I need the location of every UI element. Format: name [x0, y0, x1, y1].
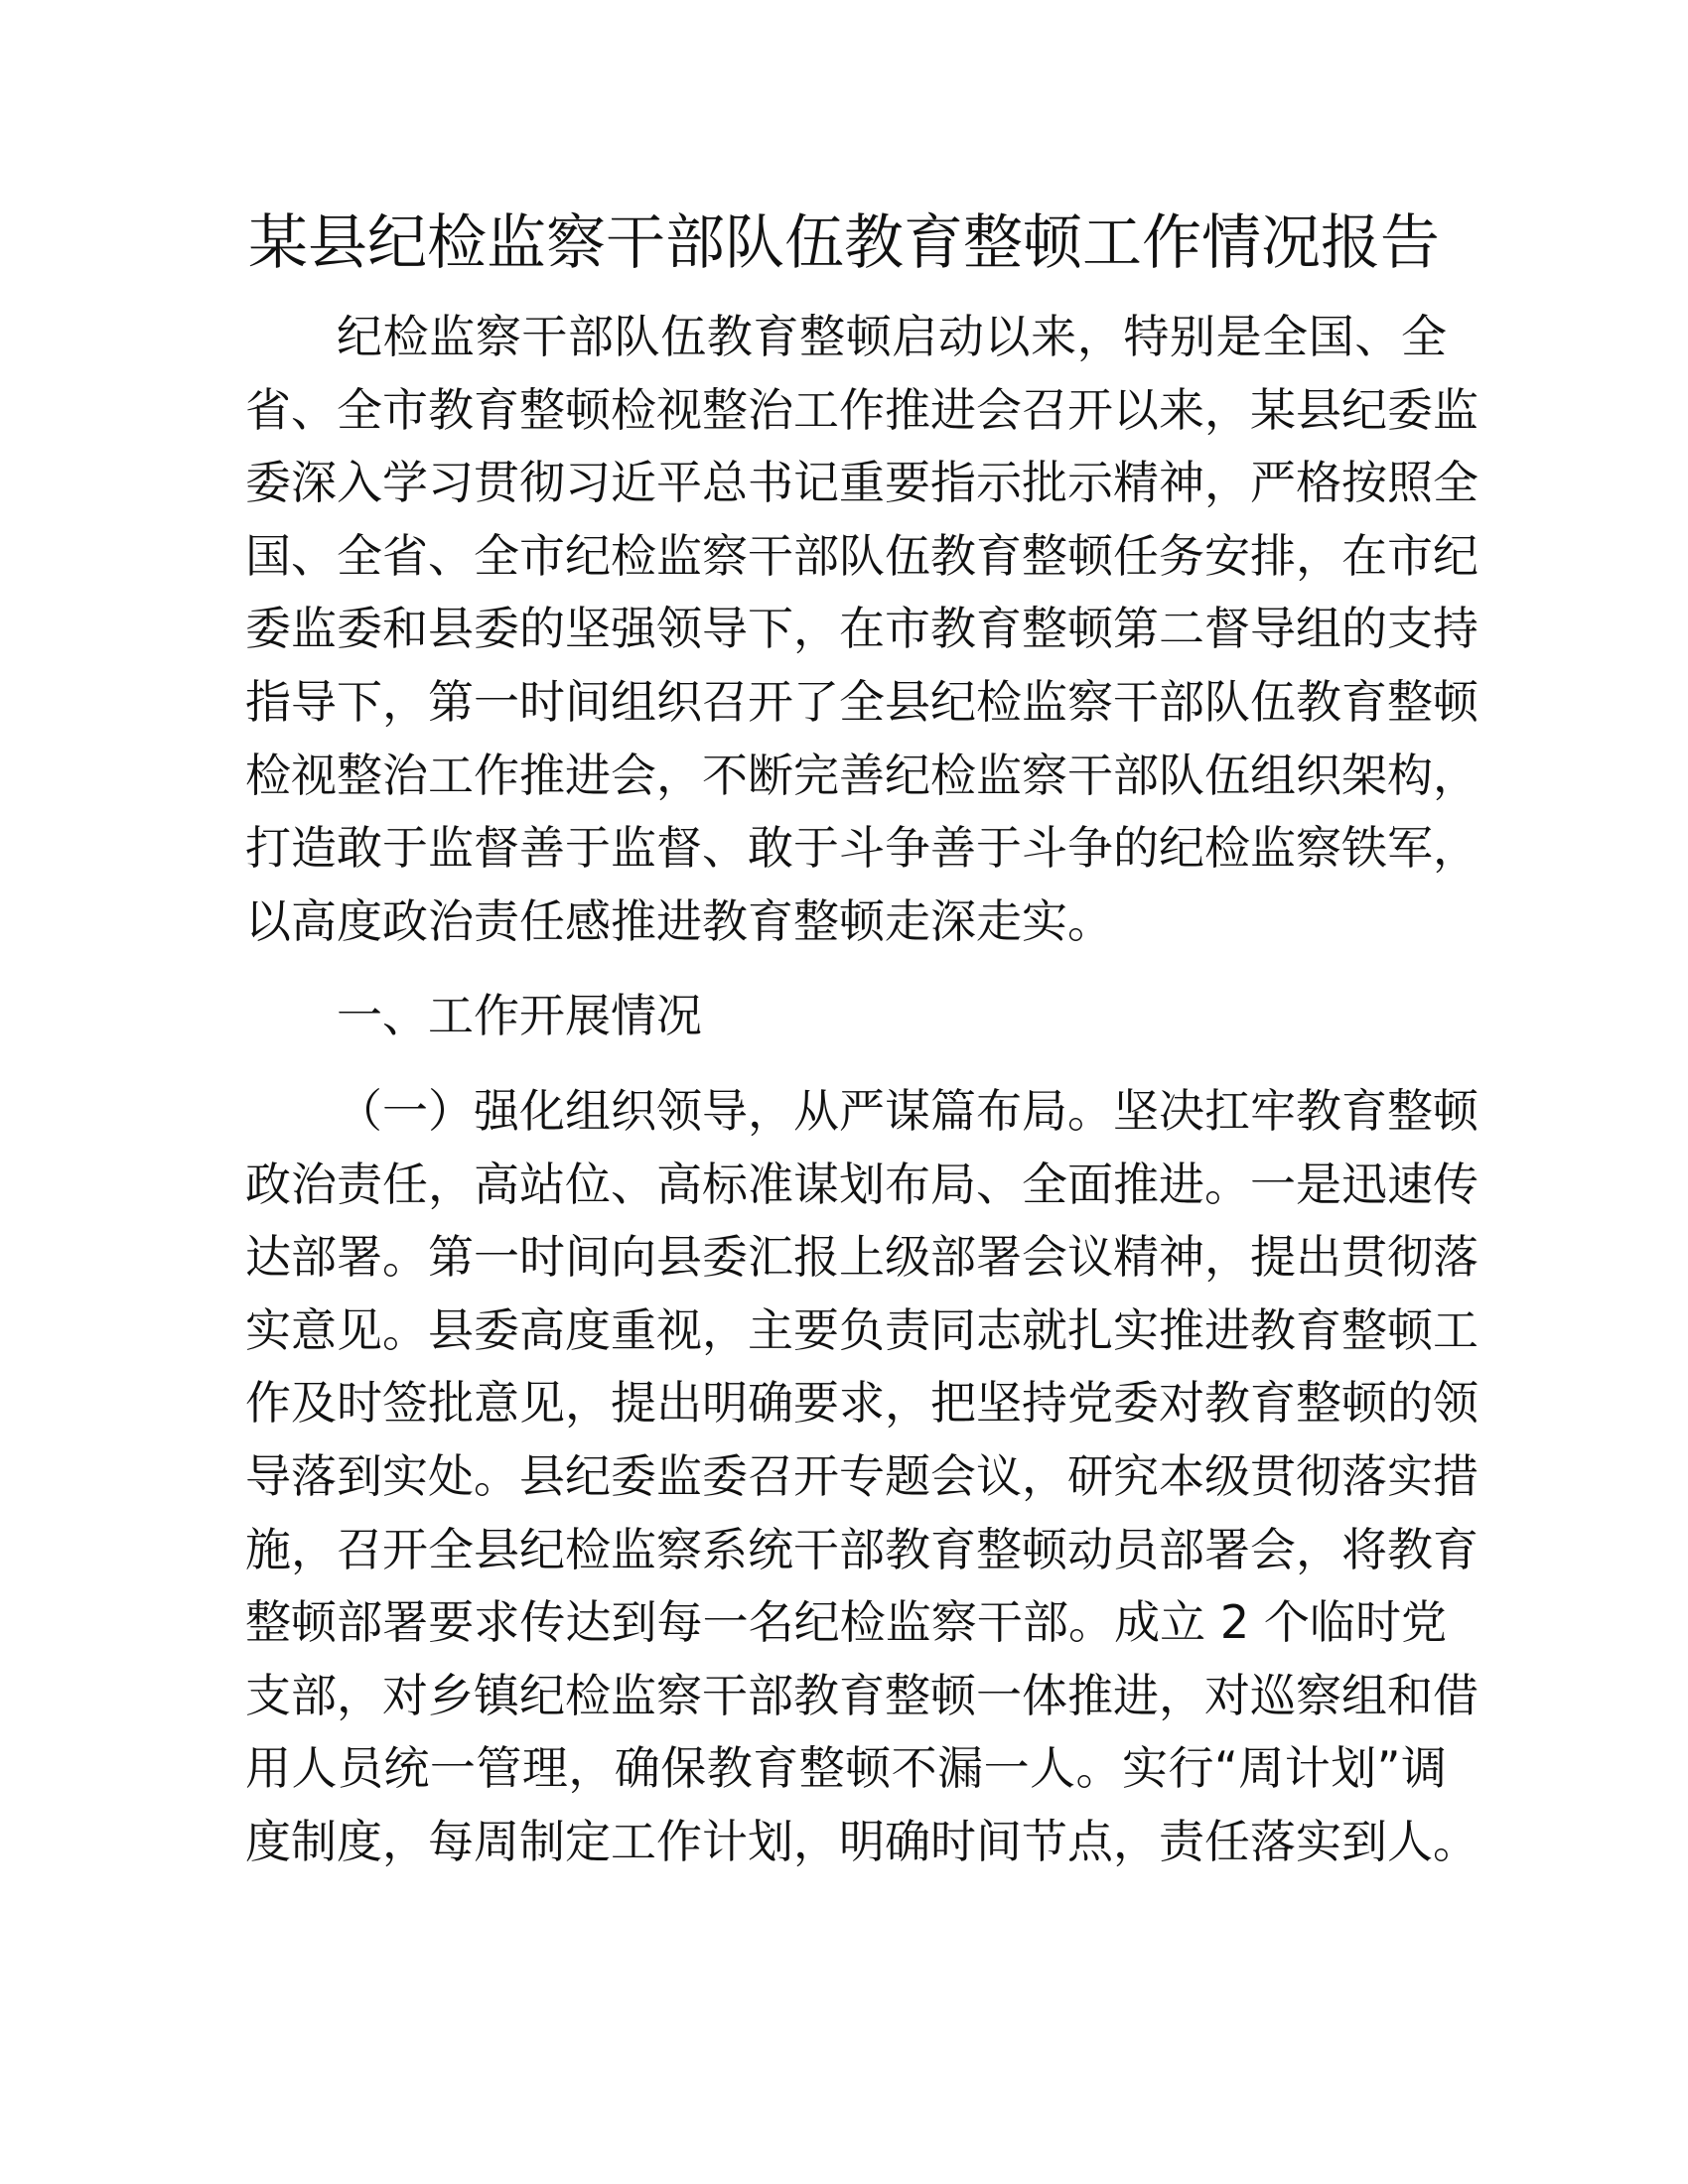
- text-line: 政治责任，高站位、高标准谋划布局、全面推进。一是迅速传: [245, 1157, 1478, 1211]
- text-line: 用人员统一管理，确保教育整顿不漏一人。实行“周计划”调: [245, 1741, 1447, 1796]
- paragraph-spacer: [245, 1053, 1447, 1075]
- text-line: 纪检监察干部队伍教育整顿启动以来，特别是全国、全: [337, 310, 1447, 363]
- text-line: 支部，对乡镇纪检监察干部教育整顿一体推进，对巡察组和借: [245, 1668, 1478, 1722]
- text-line: 委深入学习贯彻习近平总书记重要指示批示精神，严格按照全: [245, 456, 1478, 510]
- text-line: 以高度政治责任感推进教育整顿走深走实。: [245, 893, 1113, 948]
- text-line: 导落到实处。县纪委监委召开专题会议，研究本级贯彻落实措: [245, 1448, 1478, 1503]
- section1-paragraph: [245, 1075, 1478, 1879]
- text-line: 施，召开全县纪检监察系统干部教育整顿动员部署会，将教育: [245, 1522, 1478, 1576]
- text-line: 实意见。县委高度重视，主要负责同志就扎实推进教育整顿工: [245, 1302, 1478, 1357]
- text-line: 整顿部署要求传达到每一名纪检监察干部。成立 2 个临时党: [245, 1595, 1447, 1650]
- text-line: 作及时签批意见，提出明确要求，把坚持党委对教育整顿的领: [245, 1376, 1478, 1431]
- text-line: 达部署。第一时间向县委汇报上级部署会议精神，提出贯彻落: [245, 1230, 1478, 1285]
- paragraph-spacer: [245, 958, 1447, 980]
- text-line: 度制度，每周制定工作计划，明确时间节点，责任落实到人。: [245, 1814, 1478, 1868]
- text-line: （一）强化组织领导，从严谋篇布局。坚决扛牢教育整顿: [337, 1083, 1478, 1138]
- document-body: [245, 301, 1478, 1878]
- text-line: 指导下，第一时间组织召开了全县纪检监察干部队伍教育整顿: [245, 674, 1478, 729]
- document-title: 某县纪检监察干部队伍教育整顿工作情况报告: [248, 208, 1440, 278]
- section-heading: 一、工作开展情况: [337, 989, 702, 1043]
- text-line: 打造敢于监督善于监督、敢于斗争善于斗争的纪检监察铁军，: [245, 821, 1478, 876]
- text-line: 省、全市教育整顿检视整治工作推进会召开以来，某县纪委监: [245, 382, 1478, 437]
- text-line: 国、全省、全市纪检监察干部队伍教育整顿任务安排，在市纪: [245, 528, 1478, 583]
- text-line: 检视整治工作推进会，不断完善纪检监察干部队伍组织架构，: [245, 748, 1478, 802]
- intro-paragraph: [245, 301, 1478, 958]
- text-line: 委监委和县委的坚强领导下，在市教育整顿第二督导组的支持: [245, 602, 1478, 656]
